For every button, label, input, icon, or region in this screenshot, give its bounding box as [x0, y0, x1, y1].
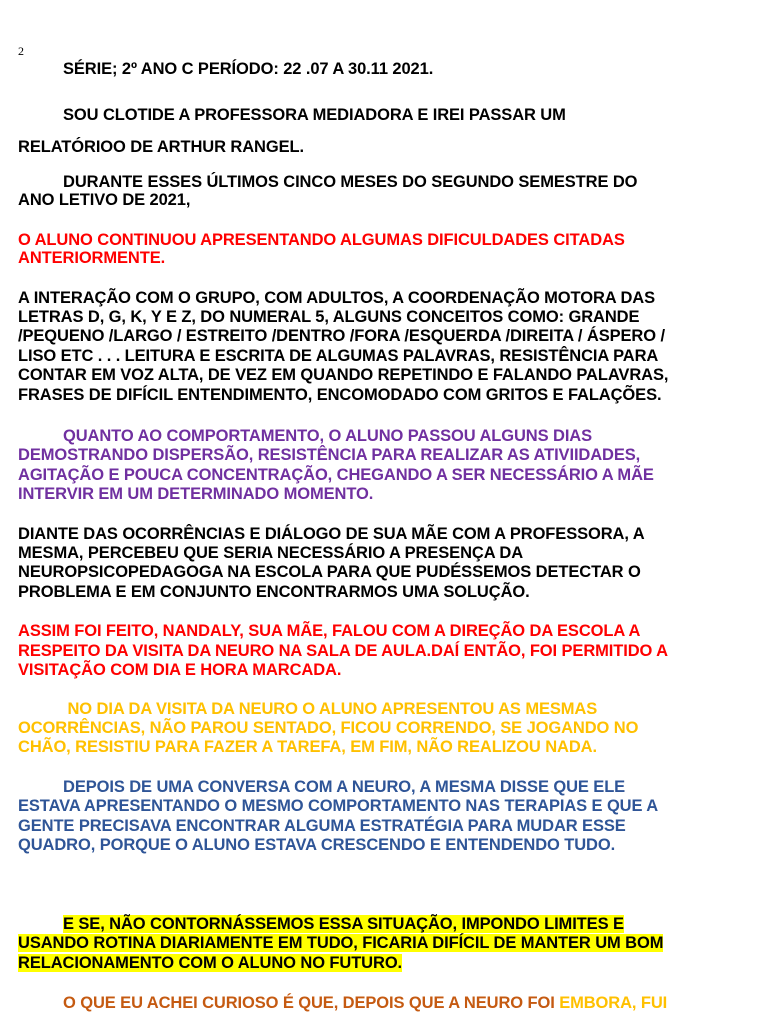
header-line: SÉRIE; 2º ANO C PERÍODO: 22 .07 A 30.11 2021.: [63, 60, 434, 78]
p6-line: VISITAÇÃO COM DIA E HORA MARCADA.: [18, 661, 342, 679]
p5-line: NEUROPSICOPEDAGOGA NA ESCOLA PARA QUE PUDÉSSEMOS DETECTAR O: [18, 563, 641, 581]
p5-line: PROBLEMA E EM CONJUNTO ENCONTRARMOS UMA SOLUÇÃO.: [18, 583, 530, 601]
p4-line: INTERVIR EM UM DETERMINADO MOMENTO.: [18, 485, 374, 503]
p4-line: DEMOSTRANDO DISPERSÃO, RESISTÊNCIA PARA REALIZAR AS ATIVIIDADES,: [18, 446, 641, 464]
p8-line: DEPOIS DE UMA CONVERSA COM A NEURO, A MESMA DISSE QUE ELE: [63, 778, 626, 796]
p3-line: LISO ETC . . . LEITURA E ESCRITA DE ALGUMAS PALAVRAS, RESISTÊNCIA PARA: [18, 347, 659, 365]
p2-line: O ALUNO CONTINUOU APRESENTANDO ALGUMAS DIFICULDADES CITADAS: [18, 231, 625, 249]
p3-line: A INTERAÇÃO COM O GRUPO, COM ADULTOS, A COORDENAÇÃO MOTORA DAS: [18, 289, 655, 307]
p7-line: CHÃO, RESISTIU PARA FAZER A TAREFA, EM FIM, NÃO REALIZOU NADA.: [18, 738, 597, 756]
p1-line: DURANTE ESSES ÚLTIMOS CINCO MESES DO SEGUNDO SEMESTRE DO: [63, 173, 638, 191]
p4-line: AGITAÇÃO E POUCA CONCENTRAÇÃO, CHEGANDO A SER NECESSÁRIO A MÃE: [18, 466, 654, 484]
p6-line: RESPEITO DA VISITA DA NEURO NA SALA DE AULA.DAÍ ENTÃO, FOI PERMITIDO A: [18, 642, 668, 660]
p3-line: CONTAR EM VOZ ALTA, DE VEZ EM QUANDO REPETINDO E FALANDO PALAVRAS,: [18, 366, 669, 384]
p6-line: ASSIM FOI FEITO, NANDALY, SUA MÃE, FALOU COM A DIREÇÃO DA ESCOLA A: [18, 622, 641, 640]
p3-line: FRASES DE DIFÍCIL ENTENDIMENTO, ENCOMODADO COM GRITOS E FALAÇÕES.: [18, 386, 662, 404]
p3-line: /PEQUENO /LARGO / ESTREITO /DENTRO /FORA /ESQUERDA /DIREITA / ÁSPERO /: [18, 327, 665, 345]
intro-line-2: RELATÓRIOO DE ARTHUR RANGEL.: [18, 138, 304, 156]
p8-line: ESTAVA APRESENTANDO O MESMO COMPORTAMENTO NAS TERAPIAS E QUE A: [18, 797, 659, 815]
intro-line-1: SOU CLOTIDE A PROFESSORA MEDIADORA E IREI PASSAR UM: [63, 106, 566, 124]
p3-line: LETRAS D, G, K, Y E Z, DO NUMERAL 5, ALGUNS CONCEITOS COMO: GRANDE: [18, 308, 640, 326]
page-number: 2: [18, 44, 24, 58]
p8-line: QUADRO, PORQUE O ALUNO ESTAVA CRESCENDO E ENTENDENDO TUDO.: [18, 836, 616, 854]
p10-line: O QUE EU ACHEI CURIOSO É QUE, DEPOIS QUE A NEURO FOI EMBORA, FUI: [63, 994, 668, 1012]
p5-line: DIANTE DAS OCORRÊNCIAS E DIÁLOGO DE SUA MÃE COM A PROFESSORA, A: [18, 525, 645, 543]
p2-line: ANTERIORMENTE.: [18, 249, 166, 267]
p9-line: E SE, NÃO CONTORNÁSSEMOS ESSA SITUAÇÃO, IMPONDO LIMITES E: [63, 915, 624, 933]
p1-line: ANO LETIVO DE 2021,: [18, 191, 191, 209]
p9-line: USANDO ROTINA DIARIAMENTE EM TUDO, FICARIA DIFÍCIL DE MANTER UM BOM: [18, 934, 664, 952]
p8-line: GENTE PRECISAVA ENCONTRAR ALGUMA ESTRATÉGIA PARA MUDAR ESSE: [18, 817, 626, 835]
p7-line: NO DIA DA VISITA DA NEURO O ALUNO APRESENTOU AS MESMAS: [63, 700, 598, 718]
p9-line: RELACIONAMENTO COM O ALUNO NO FUTURO.: [18, 954, 403, 972]
p7-line: OCORRÊNCIAS, NÃO PAROU SENTADO, FICOU CORRENDO, SE JOGANDO NO: [18, 719, 639, 737]
p4-line: QUANTO AO COMPORTAMENTO, O ALUNO PASSOU ALGUNS DIAS: [63, 427, 593, 445]
p5-line: MESMA, PERCEBEU QUE SERIA NECESSÁRIO A PRESENÇA DA: [18, 544, 524, 562]
